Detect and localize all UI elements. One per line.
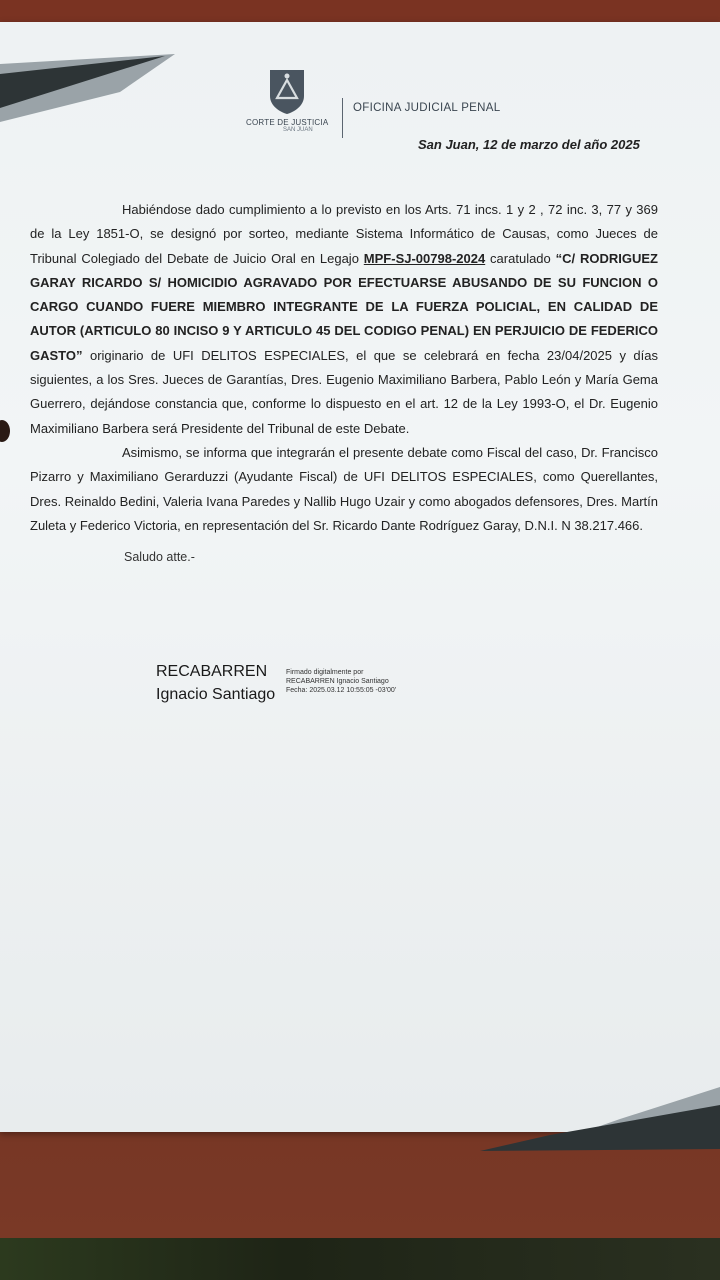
paragraph-parties: Asimismo, se informa que integrarán el presente debate como Fiscal del caso, Dr. Francisco Pizarro y Maximiliano Gerarduzzi (Ayudante Fiscal) de UFI DELITOS ESPECIALES, como Querellantes, Dres. Reinaldo Bedini, Valeria Ivana Paredes y Nallib Hugo Uzair y como abogados defensores, Dres. Martín Zuleta y Federico Victoria, en representación del Sr. Ricardo Dante Rodríguez Garay, D.N.I. N 38.217.466. [30, 444, 658, 533]
digital-signature-line: Fecha: 2025.03.12 10:55:05 -03'00' [286, 687, 397, 694]
signature-block [156, 660, 397, 706]
floor-strip [0, 1238, 720, 1280]
court-name: CORTE DE JUSTICIA [246, 118, 329, 127]
punch-hole [0, 420, 10, 442]
digital-signature-info [286, 668, 506, 695]
office-name: OFICINA JUDICIAL PENAL [353, 102, 501, 114]
signer-given-names: Ignacio Santiago [156, 686, 276, 703]
greeting: Saludo atte.- [124, 550, 195, 565]
court-city: SAN JUAN [283, 127, 313, 133]
paragraph-text: originario de UFI DELITOS ESPECIALES, el que se celebrará en fecha 23/04/2025 y días siguientes, a los Sres. Jueces de Garantías, Dres. Eugenio Maximiliano Barbera, Pablo León y María Gema Guerrero, dejándose constancia que, conforme lo dispuesto en el art. 12 de la Ley 1993-O, el Dr. Eugenio Maximiliano Barbera será Presidente del Tribunal de este Debate. [30, 347, 658, 436]
digital-signature-line: Firmado digitalmente por [286, 669, 364, 676]
corner-stripe-top-left [0, 52, 180, 122]
court-shield-icon [268, 66, 306, 114]
paragraph-text: caratulado [485, 250, 556, 266]
corner-stripe-bottom-right [480, 1087, 720, 1152]
document-date: San Juan, 12 de marzo del año 2025 [418, 137, 640, 152]
digital-signature-line: RECABARREN Ignacio Santiago [286, 678, 389, 685]
letterhead [240, 66, 540, 146]
document-body [30, 198, 658, 569]
letterhead-divider [342, 98, 343, 138]
signer-surname: RECABARREN [156, 663, 268, 680]
paragraph-designation [30, 198, 658, 441]
paragraph-text: Habiéndose dado cumplimiento a lo previsto en los Arts. 71 incs. 1 y 2 , 72 inc. 3, 77 y 369 de la Ley 1851-O, se designó por sorteo, mediante Sistema Informático de Causas, como Jueces de Tribunal Colegiado del Debate de Juicio Oral en Legajo [30, 202, 658, 266]
document-page [0, 22, 720, 1132]
legajo-number: MPF-SJ-00798-2024 [363, 250, 486, 266]
case-caption: “C/ RODRIGUEZ GARAY RICARDO S/ HOMICIDIO AGRAVADO POR EFECTUARSE ABUSANDO DE SU FUNCION O CARGO CUANDO FUERE MIEMBRO INTEGRANTE DE LA FUERZA POLICIAL, EN CALIDAD DE AUTOR (ARTICULO 80 INCISO 9 Y ARTICULO 45 DEL CODIGO PENAL) EN PERJUICIO DE FEDERICO GASTO” [30, 250, 658, 363]
